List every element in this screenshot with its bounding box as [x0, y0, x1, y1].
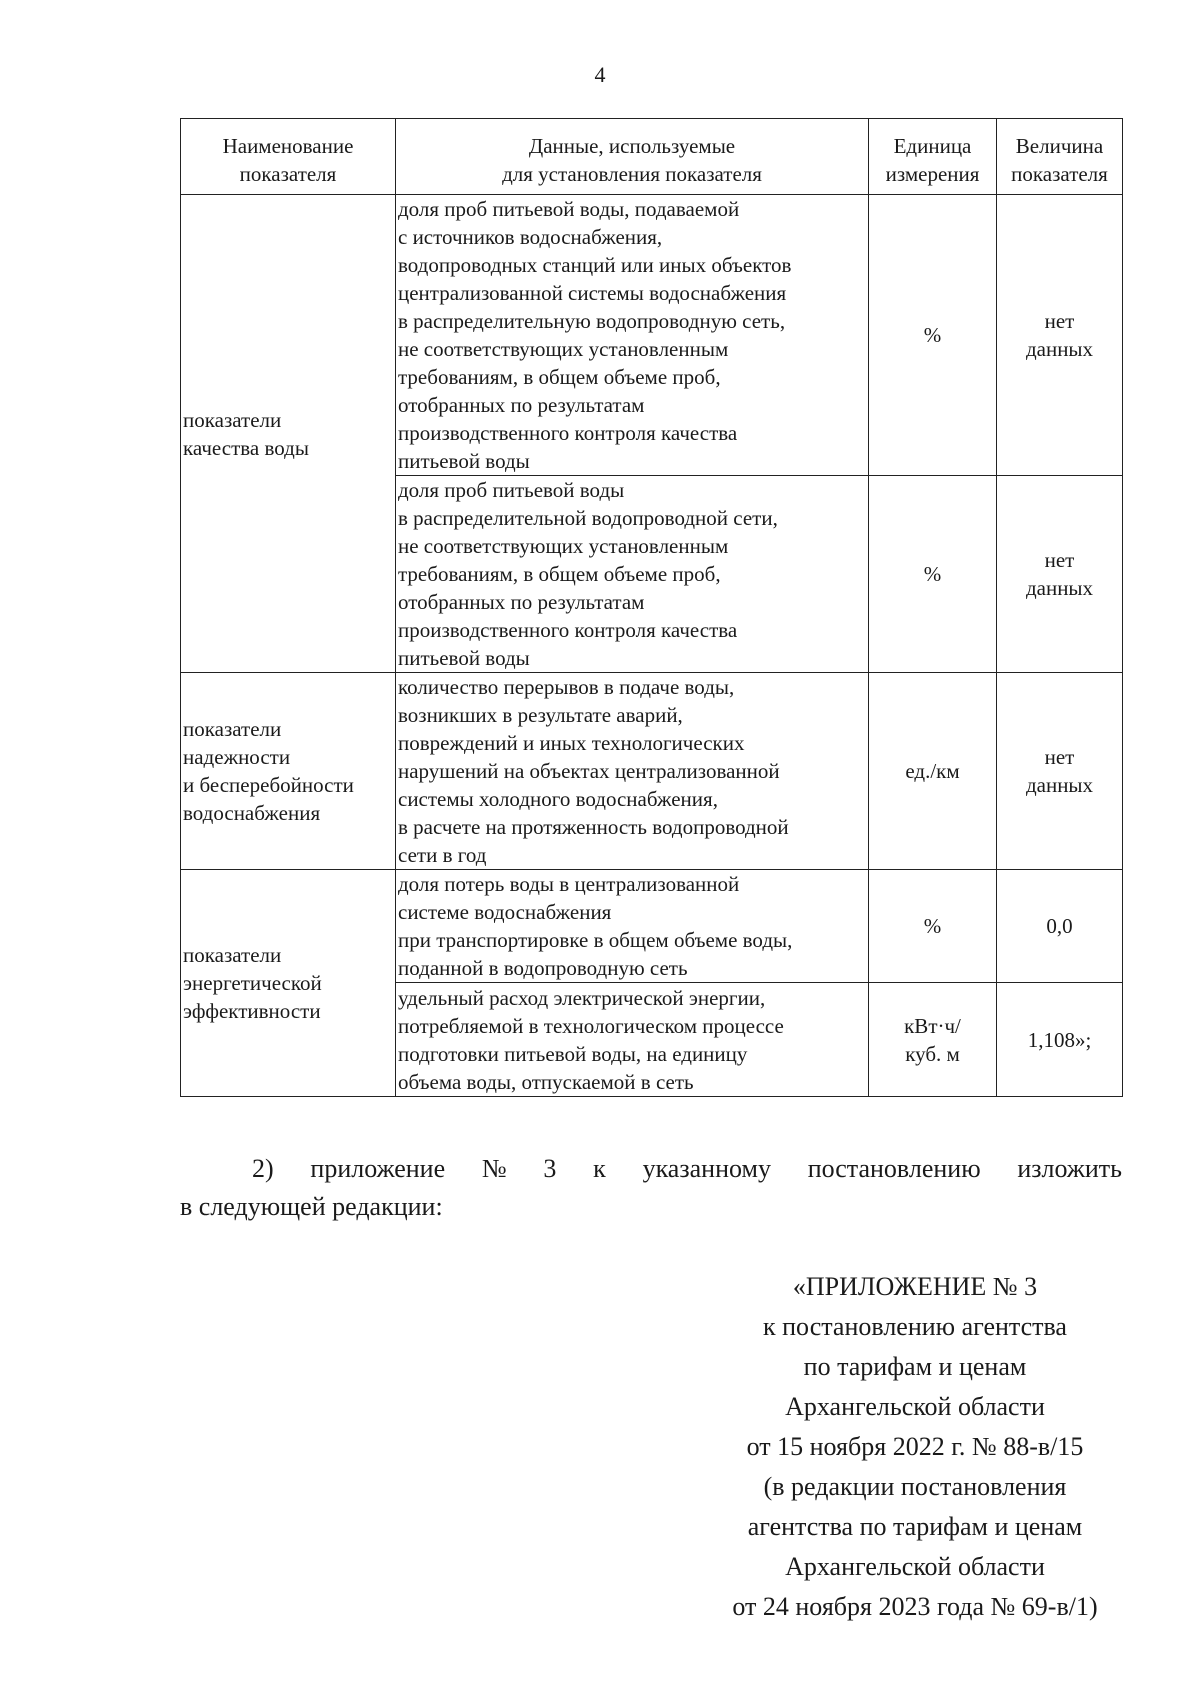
paragraph-first-line: [180, 1150, 1122, 1188]
paragraph-word: 3: [543, 1154, 557, 1183]
indicator-value: нет данных: [997, 476, 1123, 673]
table-header-row: [181, 119, 1123, 195]
indicator-description: количество перерывов в подаче воды, возникших в результате аварий, повреждений и иных технологических нарушений на объектах централизованной системы холодного водоснабжения, в расчете на протяженность водопроводной сети в год: [396, 673, 869, 870]
appendix-line: Архангельской области: [785, 1392, 1045, 1421]
paragraph-word: приложение: [310, 1154, 446, 1183]
page-number: 4: [594, 62, 606, 87]
group-name-water-quality: показатели качества воды: [181, 195, 396, 673]
indicator-value: 0,0: [997, 870, 1123, 983]
table-row: [181, 870, 1123, 983]
indicator-unit: %: [869, 476, 997, 673]
paragraph-word: №: [481, 1154, 507, 1183]
header-unit: Единица измерения: [869, 119, 997, 195]
indicator-description: удельный расход электрической энергии, потребляемой в технологическом процессе подготовки питьевой воды, на единицу объема воды, отпускаемой в сеть: [396, 983, 869, 1097]
indicator-unit: кВт·ч/ куб. м: [869, 983, 997, 1097]
table-row: [181, 673, 1123, 870]
paragraph-word: 2): [252, 1154, 274, 1183]
appendix-line: (в редакции постановления: [763, 1472, 1067, 1501]
appendix-line: от 15 ноября 2022 г. № 88-в/15: [746, 1432, 1084, 1461]
indicator-description: доля проб питьевой воды, подаваемой с источников водоснабжения, водопроводных станций или иных объектов централизованной системы водоснабжения в распределительную водопроводную сеть, не соответствующих установленным требованиям, в общем объеме проб, отобранных по результатам производственного контроля качества питьевой воды: [396, 195, 869, 476]
group-name-reliability: показатели надежности и бесперебойности водоснабжения: [181, 673, 396, 870]
appendix-line: от 24 ноября 2023 года № 69-в/1): [732, 1592, 1098, 1621]
appendix-line: «ПРИЛОЖЕНИЕ № 3: [792, 1272, 1038, 1301]
paragraph-second-line: в следующей редакции:: [180, 1192, 443, 1221]
appendix-line: агентства по тарифам и ценам: [747, 1512, 1083, 1541]
header-indicator-data: Данные, используемые для установления показателя: [396, 119, 869, 195]
paragraph-word: к: [593, 1154, 606, 1183]
indicator-value: нет данных: [997, 673, 1123, 870]
indicator-unit: %: [869, 195, 997, 476]
indicator-unit: %: [869, 870, 997, 983]
indicator-value: 1,108»;: [997, 983, 1123, 1097]
appendix-line: Архангельской области: [785, 1552, 1045, 1581]
paragraph-word: постановлению: [807, 1154, 981, 1183]
appendix-line: к постановлению агентства: [763, 1312, 1067, 1341]
paragraph-word: изложить: [1017, 1154, 1122, 1183]
table-row: [181, 195, 1123, 476]
indicator-value: нет данных: [997, 195, 1123, 476]
header-value: Величина показателя: [997, 119, 1123, 195]
group-name-energy-efficiency: показатели энергетической эффективности: [181, 870, 396, 1097]
appendix-heading: [690, 1267, 1140, 1627]
appendix-line: по тарифам и ценам: [803, 1352, 1027, 1381]
amendment-paragraph: [180, 1150, 1122, 1226]
indicator-unit: ед./км: [869, 673, 997, 870]
indicator-description: доля проб питьевой воды в распределительной водопроводной сети, не соответствующих установленным требованиям, в общем объеме проб, отобранных по результатам производственного контроля качества питьевой воды: [396, 476, 869, 673]
header-indicator-name: Наименование показателя: [181, 119, 396, 195]
paragraph-word: указанному: [642, 1154, 771, 1183]
indicator-description: доля потерь воды в централизованной системе водоснабжения при транспортировке в общем объеме воды, поданной в водопроводную сеть: [396, 870, 869, 983]
indicators-table: [180, 118, 1123, 1097]
